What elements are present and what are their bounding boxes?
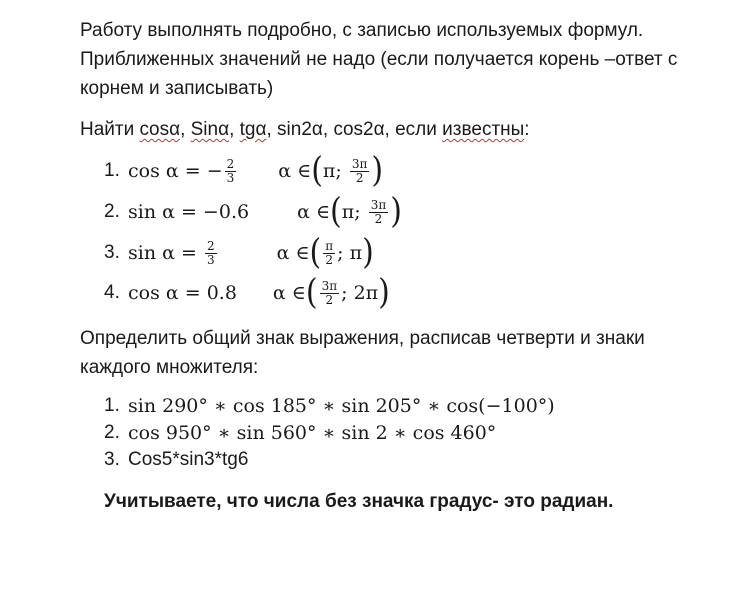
expression-number: 3. xyxy=(104,449,120,470)
problem-lhs: sin α = −0.6 xyxy=(128,201,250,223)
left-paren: ( xyxy=(305,272,318,313)
intro-paragraph xyxy=(80,16,720,103)
fraction xyxy=(323,240,335,267)
interval-sep: ; xyxy=(341,282,354,304)
right-paren: ) xyxy=(371,150,384,191)
interval xyxy=(276,232,374,273)
interval-prefix: α ∈ xyxy=(276,242,310,264)
fraction xyxy=(205,240,217,267)
interval xyxy=(297,191,402,232)
interval xyxy=(278,150,384,191)
interval-left: π xyxy=(322,160,336,182)
problem-number: 4. xyxy=(104,282,120,303)
intro-line-2: Приближенных значений не надо (если получается корень –ответ с xyxy=(80,49,678,70)
frac-numerator: π xyxy=(325,238,334,253)
expression-text: Cos5*sin3*tg6 xyxy=(128,449,249,470)
problem-number: 2. xyxy=(104,201,120,222)
problem-3 xyxy=(104,233,374,273)
task1-heading xyxy=(80,115,720,144)
heading-rest: , sin2α, cos2α, если xyxy=(266,119,443,140)
problem-lhs: cos α = 0.8 xyxy=(128,282,237,304)
heading-prefix: Найти xyxy=(80,119,140,140)
problem-2 xyxy=(104,192,402,232)
intro-line-1: Работу выполнять подробно, с записью используемых формул. xyxy=(80,20,644,41)
left-paren: ( xyxy=(311,150,323,191)
fraction xyxy=(369,199,389,226)
right-paren: ) xyxy=(378,272,390,313)
frac-numerator: 2 xyxy=(206,238,215,253)
problem-1 xyxy=(104,151,383,191)
interval-sep: ; xyxy=(354,201,367,223)
intro-line-3: корнем и записывать) xyxy=(80,78,274,99)
heading-sep: , xyxy=(180,119,191,140)
task2-line-1: Определить общий знак выражения, расписав четверти и знаки xyxy=(80,328,645,349)
interval-left: π xyxy=(341,201,355,223)
frac-denominator: 2 xyxy=(374,211,383,226)
problem-4 xyxy=(104,273,390,313)
expression-number: 2. xyxy=(104,422,120,443)
expression-text: cos 950° ∗ sin 560° ∗ sin 2 ∗ cos 460° xyxy=(128,422,497,444)
fraction xyxy=(320,280,340,307)
problem-lhs: cos α = − xyxy=(128,160,223,182)
expression-1 xyxy=(104,392,555,420)
interval-prefix: α ∈ xyxy=(278,160,312,182)
frac-denominator: 3 xyxy=(206,252,215,267)
expression-text: sin 290° ∗ cos 185° ∗ sin 205° ∗ cos(−100°) xyxy=(128,395,555,417)
problem-lhs: sin α = xyxy=(128,242,203,264)
frac-numerator: 3π xyxy=(370,197,387,212)
task2-line-2: каждого множителя: xyxy=(80,357,259,378)
frac-denominator: 2 xyxy=(325,252,333,267)
left-paren: ( xyxy=(309,232,322,273)
frac-denominator: 2 xyxy=(355,170,364,185)
interval-prefix: α ∈ xyxy=(297,201,331,223)
frac-denominator: 3 xyxy=(226,170,235,185)
expression-2 xyxy=(104,419,496,447)
interval-sep: ; xyxy=(335,160,348,182)
frac-denominator: 2 xyxy=(325,292,334,307)
heading-tg: tgα xyxy=(239,119,267,140)
problem-number: 1. xyxy=(104,160,120,181)
heading-known: известны xyxy=(442,119,525,140)
problem-number: 3. xyxy=(104,242,120,263)
interval-prefix: α ∈ xyxy=(272,282,306,304)
interval-right: 2π xyxy=(353,282,379,304)
heading-colon: : xyxy=(524,119,530,140)
interval-right: π xyxy=(349,242,363,264)
frac-numerator: 2 xyxy=(226,156,235,171)
task2-heading xyxy=(80,324,720,382)
left-paren: ( xyxy=(330,191,342,232)
final-note: Учитываете, что числа без значка градус- это радиан. xyxy=(104,491,614,512)
right-paren: ) xyxy=(362,232,374,273)
fraction xyxy=(225,158,237,185)
expression-3 xyxy=(104,446,248,474)
interval-sep: ; xyxy=(337,242,350,264)
expression-number: 1. xyxy=(104,395,120,416)
frac-numerator: 3π xyxy=(351,156,368,171)
heading-sin: Sinα xyxy=(190,119,230,140)
right-paren: ) xyxy=(390,191,402,232)
heading-sep: , xyxy=(229,119,240,140)
frac-numerator: 3π xyxy=(321,278,338,293)
fraction xyxy=(350,158,370,185)
heading-cos: cosα xyxy=(139,119,181,140)
interval xyxy=(272,272,390,313)
